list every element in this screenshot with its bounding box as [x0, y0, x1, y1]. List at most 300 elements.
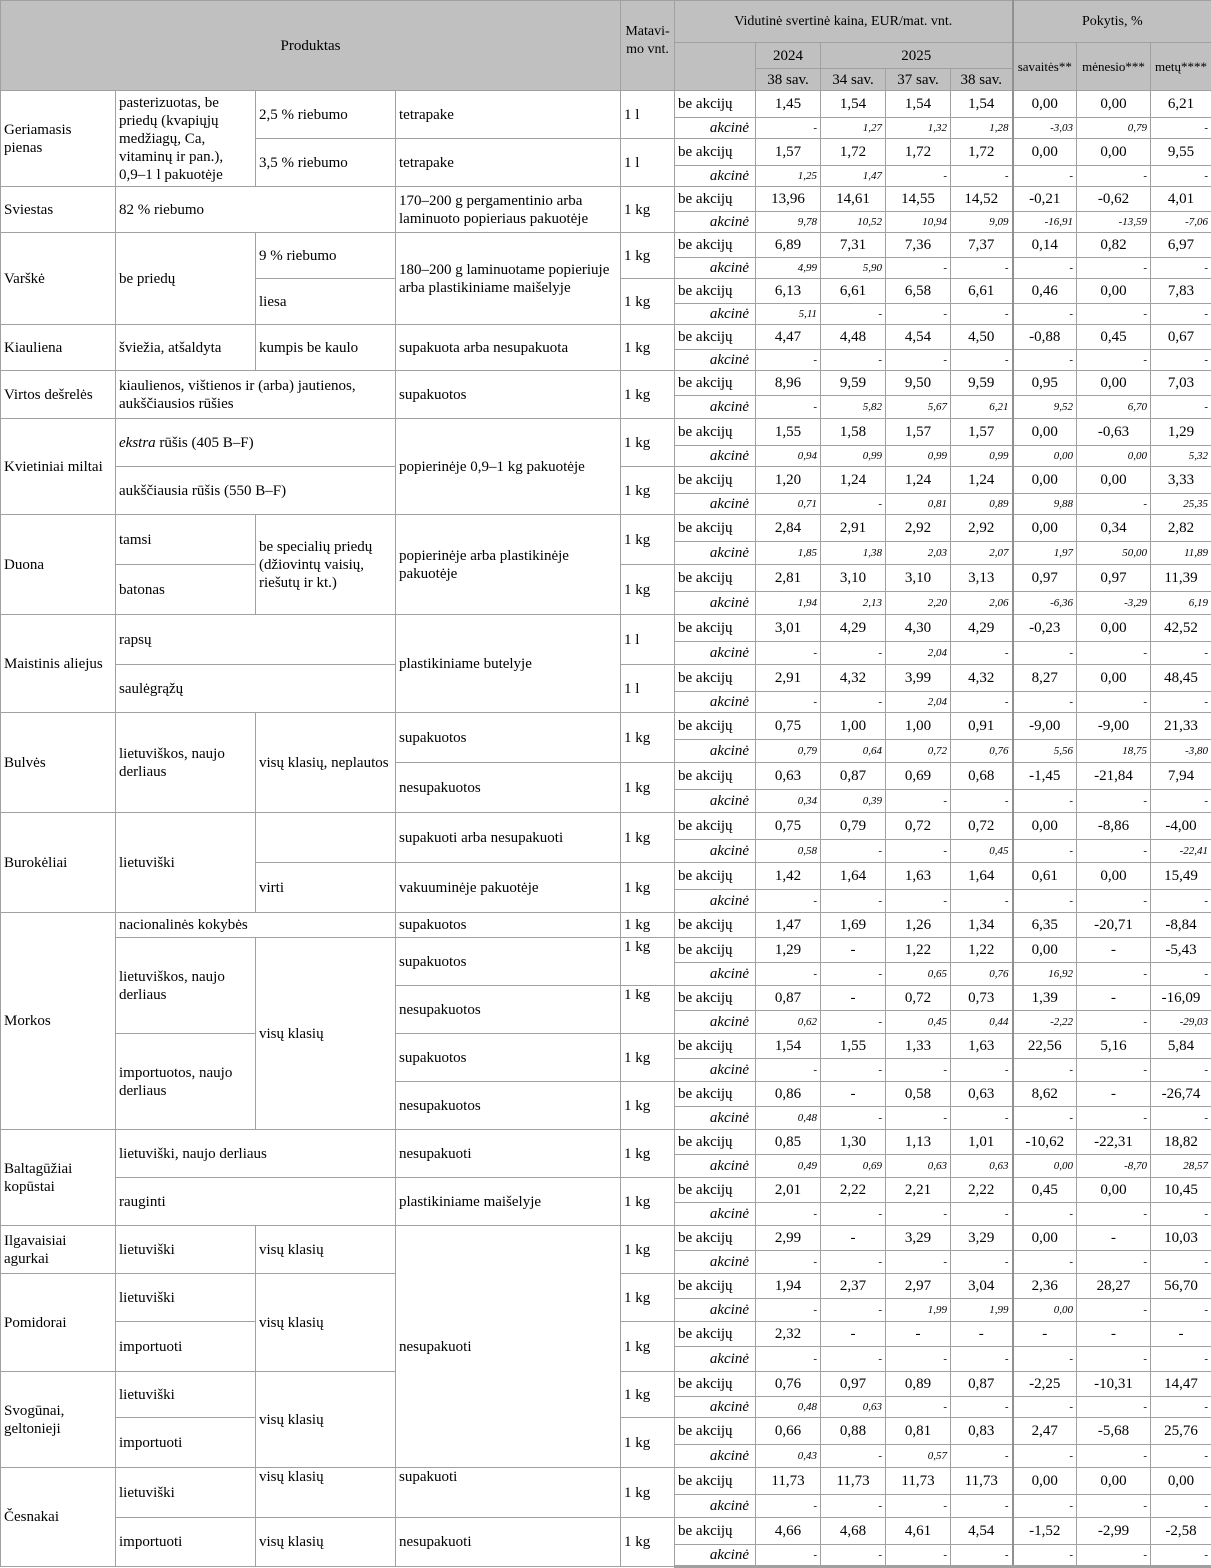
product-pack: nesupakuotos	[396, 763, 621, 813]
change-cell: -5,68	[1077, 1418, 1151, 1445]
change-cell: -1,45	[1013, 763, 1077, 790]
price-cell: 1,54	[756, 1034, 821, 1059]
product-name: Kvietiniai miltai	[1, 419, 116, 515]
row-label-be-akciju: be akcijų	[675, 325, 756, 350]
change-cell: 11,89	[1151, 542, 1211, 565]
change-cell: 6,19	[1151, 592, 1211, 615]
price-cell: -	[821, 1226, 886, 1251]
price-cell: 1,72	[821, 139, 886, 166]
change-cell: 0,00	[1013, 139, 1077, 166]
change-cell: -	[1151, 1397, 1211, 1418]
price-cell: 1,63	[886, 863, 951, 890]
price-cell: 1,47	[821, 166, 886, 187]
product-pack: tetrapake	[396, 91, 621, 139]
change-cell: 9,52	[1013, 396, 1077, 419]
change-cell: -	[1013, 1251, 1077, 1274]
price-cell: -	[886, 304, 951, 325]
change-cell: -6,36	[1013, 592, 1077, 615]
row-label-be-akciju: be akcijų	[675, 938, 756, 963]
product-unit: 1 kg	[621, 763, 675, 813]
change-cell: -	[1151, 1445, 1211, 1468]
product-variant: liesa	[256, 279, 396, 325]
change-cell: -	[1013, 840, 1077, 863]
price-cell: 5,82	[821, 396, 886, 419]
change-cell: 0,00	[1013, 938, 1077, 963]
price-cell: 1,42	[756, 863, 821, 890]
price-cell: -	[951, 1107, 1013, 1130]
price-cell: -	[821, 1082, 886, 1107]
row-label-be-akciju: be akcijų	[675, 565, 756, 592]
change-cell: -4,00	[1151, 813, 1211, 840]
price-cell: -	[886, 258, 951, 279]
price-cell: 0,58	[886, 1082, 951, 1107]
product-unit: 1 kg	[621, 713, 675, 763]
row-label-be-akciju: be akcijų	[675, 813, 756, 840]
change-cell: 16,92	[1013, 963, 1077, 986]
price-cell: 4,99	[756, 258, 821, 279]
change-cell: -	[1151, 1495, 1211, 1518]
header-menesio: mėnesio***	[1077, 43, 1151, 91]
price-cell: 1,64	[951, 863, 1013, 890]
price-cell: -	[886, 1107, 951, 1130]
row-label-be-akciju: be akcijų	[675, 279, 756, 304]
change-cell: -	[1013, 1322, 1077, 1347]
price-cell: -	[756, 1495, 821, 1518]
change-cell: -	[1077, 350, 1151, 371]
change-cell: 28,27	[1077, 1274, 1151, 1299]
change-cell: 25,35	[1151, 494, 1211, 515]
row-label-be-akciju: be akcijų	[675, 233, 756, 258]
product-unit: 1 kg	[621, 1418, 675, 1468]
row-label-akcine: akcinė	[675, 1299, 756, 1322]
change-cell: -0,21	[1013, 187, 1077, 212]
price-cell: -	[756, 1059, 821, 1082]
product-unit: 1 kg	[621, 1274, 675, 1322]
change-cell: 0,46	[1013, 279, 1077, 304]
price-cell: 2,92	[886, 515, 951, 542]
price-cell: 1,00	[886, 713, 951, 740]
change-cell: -29,03	[1151, 1011, 1211, 1034]
product-pack: supakuotos	[396, 913, 621, 938]
change-cell: -3,80	[1151, 740, 1211, 763]
change-cell: -2,25	[1013, 1372, 1077, 1397]
change-cell: -	[1013, 1107, 1077, 1130]
price-cell: 1,32	[886, 118, 951, 139]
change-cell: 0,00	[1077, 139, 1151, 166]
product-name: Duona	[1, 515, 116, 615]
product-desc: lietuviškos, naujo derliaus	[116, 938, 256, 1034]
price-cell: -	[886, 1322, 951, 1347]
row-label-be-akciju: be akcijų	[675, 187, 756, 212]
row-label-be-akciju: be akcijų	[675, 1226, 756, 1251]
change-cell: 9,55	[1151, 139, 1211, 166]
price-cell: -	[756, 692, 821, 713]
product-pack: 180–200 g laminuotame popieriuje arba plastikiniame maišelyje	[396, 233, 621, 325]
product-pack: 170–200 g pergamentinio arba laminuoto popieriaus pakuotėje	[396, 187, 621, 233]
change-cell: -0,23	[1013, 615, 1077, 642]
row-label-be-akciju: be akcijų	[675, 1418, 756, 1445]
price-cell: 3,10	[886, 565, 951, 592]
price-cell: 6,58	[886, 279, 951, 304]
row-label-akcine: akcinė	[675, 212, 756, 233]
change-cell: 0,00	[1013, 1226, 1077, 1251]
change-cell: 0,95	[1013, 371, 1077, 396]
change-cell: -	[1151, 1299, 1211, 1322]
price-cell: 2,32	[756, 1322, 821, 1347]
change-cell: 15,49	[1151, 863, 1211, 890]
row-label-be-akciju: be akcijų	[675, 139, 756, 166]
change-cell: 4,01	[1151, 187, 1211, 212]
product-name: Maistinis aliejus	[1, 615, 116, 713]
price-cell: 0,97	[821, 1372, 886, 1397]
change-cell: -3,29	[1077, 592, 1151, 615]
change-cell: 0,67	[1151, 325, 1211, 350]
price-cell: 0,89	[951, 494, 1013, 515]
header-pokytis: Pokytis, %	[1013, 1, 1211, 43]
price-cell: 0,63	[821, 1397, 886, 1418]
price-cell: 0,64	[821, 740, 886, 763]
row-label-be-akciju: be akcijų	[675, 1372, 756, 1397]
change-cell: 7,03	[1151, 371, 1211, 396]
change-cell: 0,00	[1151, 1468, 1211, 1495]
product-pack: supakuotos	[396, 371, 621, 419]
price-cell: 0,99	[821, 446, 886, 467]
price-cell: -	[821, 1322, 886, 1347]
change-cell: -	[1077, 840, 1151, 863]
price-cell: -	[951, 890, 1013, 913]
price-cell: 3,04	[951, 1274, 1013, 1299]
variant-rest: rūšis (405 B–F)	[155, 434, 254, 451]
price-cell: 0,63	[756, 763, 821, 790]
price-cell: 4,54	[886, 325, 951, 350]
price-cell: 1,94	[756, 592, 821, 615]
change-cell: 5,32	[1151, 446, 1211, 467]
price-cell: 1,72	[951, 139, 1013, 166]
product-variant: lietuviški	[116, 1468, 256, 1518]
price-cell: 3,10	[821, 565, 886, 592]
change-cell: -8,70	[1077, 1155, 1151, 1178]
header-year-2024: 2024	[756, 43, 821, 69]
price-cell: 4,54	[951, 1518, 1013, 1545]
row-label-akcine: akcinė	[675, 740, 756, 763]
change-cell: -	[1151, 1347, 1211, 1372]
product-name: Burokėliai	[1, 813, 116, 913]
price-cell: 1,45	[756, 91, 821, 118]
price-cell: 1,34	[951, 913, 1013, 938]
price-cell: 2,04	[886, 692, 951, 713]
product-pack: nesupakuoti	[396, 1518, 621, 1567]
price-cell: -	[756, 890, 821, 913]
row-label-akcine: akcinė	[675, 642, 756, 665]
price-cell: -	[821, 963, 886, 986]
price-cell: -	[951, 304, 1013, 325]
price-cell: 1,00	[821, 713, 886, 740]
change-cell: -	[1077, 642, 1151, 665]
price-cell: 1,55	[821, 1034, 886, 1059]
price-cell: 2,21	[886, 1178, 951, 1203]
price-cell: 1,54	[821, 91, 886, 118]
price-cell: 1,54	[951, 91, 1013, 118]
price-cell: 11,73	[886, 1468, 951, 1495]
price-cell: -	[756, 1203, 821, 1226]
price-cell: 0,69	[886, 763, 951, 790]
change-cell: -	[1077, 1226, 1151, 1251]
price-cell: 14,55	[886, 187, 951, 212]
price-cell: 5,11	[756, 304, 821, 325]
price-cell: 0,45	[886, 1011, 951, 1034]
price-cell: 1,29	[756, 938, 821, 963]
price-cell: -	[951, 1397, 1013, 1418]
product-name: Česnakai	[1, 1468, 116, 1567]
price-cell: 0,72	[951, 813, 1013, 840]
price-cell: 3,99	[886, 665, 951, 692]
product-unit: 1 kg	[621, 813, 675, 863]
price-cell: 0,86	[756, 1082, 821, 1107]
price-cell: 0,63	[886, 1155, 951, 1178]
price-cell: -	[821, 1445, 886, 1468]
product-unit: 1 kg	[621, 913, 675, 938]
price-cell: 0,87	[756, 986, 821, 1011]
price-cell: 2,22	[821, 1178, 886, 1203]
price-cell: 0,75	[756, 713, 821, 740]
price-cell: 1,25	[756, 166, 821, 187]
product-pack: plastikiniame maišelyje	[396, 1178, 621, 1226]
change-cell: -1,52	[1013, 1518, 1077, 1545]
price-cell: 0,83	[951, 1418, 1013, 1445]
row-label-be-akciju: be akcijų	[675, 467, 756, 494]
row-label-be-akciju: be akcijų	[675, 419, 756, 446]
change-cell: 2,47	[1013, 1418, 1077, 1445]
price-cell: 0,48	[756, 1397, 821, 1418]
price-cell: 0,69	[821, 1155, 886, 1178]
price-cell: -	[886, 1495, 951, 1518]
change-cell: -9,00	[1013, 713, 1077, 740]
price-cell: 1,22	[886, 938, 951, 963]
product-name: Geriamasis pienas	[1, 91, 116, 187]
product-variant: 3,5 % riebumo	[256, 139, 396, 187]
price-cell: -	[821, 938, 886, 963]
price-cell: -	[886, 1251, 951, 1274]
change-cell: -	[1077, 1347, 1151, 1372]
price-cell: 0,39	[821, 790, 886, 813]
price-cell: 13,96	[756, 187, 821, 212]
price-cell: 3,13	[951, 565, 1013, 592]
product-pack: supakuota arba nesupakuota	[396, 325, 621, 371]
row-label-akcine: akcinė	[675, 1059, 756, 1082]
change-cell: 0,00	[1077, 863, 1151, 890]
product-class: visų klasių	[256, 1372, 396, 1468]
price-cell: -	[951, 1495, 1013, 1518]
product-pack: supakuotos	[396, 938, 621, 986]
product-pack: supakuoti	[396, 1468, 621, 1518]
price-cell: 1,22	[951, 938, 1013, 963]
price-cell: 0,48	[756, 1107, 821, 1130]
change-cell: 25,76	[1151, 1418, 1211, 1445]
price-cell: -	[756, 118, 821, 139]
row-label-akcine: akcinė	[675, 258, 756, 279]
price-cell: 0,89	[886, 1372, 951, 1397]
row-label-be-akciju: be akcijų	[675, 1130, 756, 1155]
change-cell: 0,61	[1013, 863, 1077, 890]
price-cell: 0,34	[756, 790, 821, 813]
change-cell: 0,00	[1077, 665, 1151, 692]
price-cell: 2,06	[951, 592, 1013, 615]
product-variant: kumpis be kaulo	[256, 325, 396, 371]
price-cell: 1,57	[756, 139, 821, 166]
change-cell: -2,22	[1013, 1011, 1077, 1034]
change-cell: 0,00	[1077, 1468, 1151, 1495]
row-label-akcine: akcinė	[675, 692, 756, 713]
price-cell: 1,63	[951, 1034, 1013, 1059]
row-label-be-akciju: be akcijų	[675, 91, 756, 118]
price-cell: 0,91	[951, 713, 1013, 740]
row-label-akcine: akcinė	[675, 592, 756, 615]
row-label-be-akciju: be akcijų	[675, 615, 756, 642]
change-cell: -5,43	[1151, 938, 1211, 963]
product-unit: 1 kg	[621, 1518, 675, 1567]
product-desc: šviežia, atšaldyta	[116, 325, 256, 371]
change-cell: -	[1013, 1445, 1077, 1468]
price-cell: -	[886, 1059, 951, 1082]
row-label-be-akciju: be akcijų	[675, 1178, 756, 1203]
price-cell: 0,73	[951, 986, 1013, 1011]
product-desc: pasterizuotas, be priedų (kvapiųjų medžiagų, Ca, vitaminų ir pan.), 0,9–1 l pakuotėje	[116, 91, 256, 187]
row-label-be-akciju: be akcijų	[675, 986, 756, 1011]
price-cell: -	[821, 1545, 886, 1567]
change-cell: 0,14	[1013, 233, 1077, 258]
price-cell: -	[756, 642, 821, 665]
row-label-be-akciju: be akcijų	[675, 371, 756, 396]
row-label-akcine: akcinė	[675, 304, 756, 325]
header-savaites: savaitės**	[1013, 43, 1077, 91]
product-name: Sviestas	[1, 187, 116, 233]
price-cell: -	[756, 1251, 821, 1274]
change-cell: 5,16	[1077, 1034, 1151, 1059]
product-variant: rapsų	[116, 615, 396, 665]
product-unit: 1 l	[621, 139, 675, 187]
change-cell: -22,31	[1077, 1130, 1151, 1155]
price-cell: -	[951, 1347, 1013, 1372]
change-cell: 0,79	[1077, 118, 1151, 139]
product-unit: 1 kg	[621, 938, 675, 986]
product-unit: 1 kg	[621, 1034, 675, 1082]
price-cell: 3,01	[756, 615, 821, 642]
price-cell: 1,54	[886, 91, 951, 118]
change-cell: -	[1077, 1495, 1151, 1518]
change-cell: -	[1077, 986, 1151, 1011]
change-cell: -10,62	[1013, 1130, 1077, 1155]
header-week-34: 34 sav.	[821, 69, 886, 91]
product-unit: 1 kg	[621, 1082, 675, 1130]
price-cell: 2,99	[756, 1226, 821, 1251]
product-pack: vakuuminėje pakuotėje	[396, 863, 621, 913]
change-cell: -	[1151, 890, 1211, 913]
price-cell: 2,97	[886, 1274, 951, 1299]
product-unit: 1 kg	[621, 1468, 675, 1518]
price-cell: 0,72	[886, 813, 951, 840]
product-pack: supakuotos	[396, 713, 621, 763]
price-cell: 2,20	[886, 592, 951, 615]
price-cell: 2,81	[756, 565, 821, 592]
product-variant: importuoti	[116, 1418, 256, 1468]
price-cell: 7,31	[821, 233, 886, 258]
price-cell: 7,36	[886, 233, 951, 258]
price-cell: -	[756, 396, 821, 419]
change-cell: -	[1013, 642, 1077, 665]
change-cell: -	[1013, 1397, 1077, 1418]
price-cell: -	[756, 350, 821, 371]
change-cell: 50,00	[1077, 542, 1151, 565]
change-cell: -	[1013, 1545, 1077, 1567]
header-year-2025: 2025	[821, 43, 1013, 69]
change-cell: -	[1077, 494, 1151, 515]
product-unit: 1 kg	[621, 986, 675, 1034]
change-cell: 0,00	[1077, 91, 1151, 118]
price-cell: -	[951, 1545, 1013, 1567]
price-cell: -	[756, 1545, 821, 1567]
change-cell: 6,70	[1077, 396, 1151, 419]
product-unit: 1 kg	[621, 325, 675, 371]
change-cell: -	[1013, 1347, 1077, 1372]
price-cell: 4,61	[886, 1518, 951, 1545]
price-cell: 1,99	[951, 1299, 1013, 1322]
row-label-be-akciju: be akcijų	[675, 515, 756, 542]
product-unit: 1 kg	[621, 279, 675, 325]
header-produktas: Produktas	[1, 1, 621, 91]
product-name: Kiauliena	[1, 325, 116, 371]
price-cell: -	[886, 166, 951, 187]
product-desc: lietuviški	[116, 813, 256, 913]
price-cell: -	[821, 692, 886, 713]
product-name: Varškė	[1, 233, 116, 325]
price-cell: -	[951, 258, 1013, 279]
change-cell: -	[1151, 692, 1211, 713]
change-cell: -	[1151, 166, 1211, 187]
product-variant: lietuviški, naujo derliaus	[116, 1130, 396, 1178]
change-cell: -20,71	[1077, 913, 1151, 938]
row-label-akcine: akcinė	[675, 1251, 756, 1274]
price-cell: 0,81	[886, 494, 951, 515]
price-cell: -	[821, 304, 886, 325]
change-cell: 11,39	[1151, 565, 1211, 592]
change-cell: -	[1151, 1059, 1211, 1082]
header-kaina: Vidutinė svertinė kaina, EUR/mat. vnt.	[675, 1, 1013, 43]
price-cell: 7,37	[951, 233, 1013, 258]
price-cell: -	[821, 494, 886, 515]
price-cell: -	[756, 1299, 821, 1322]
price-cell: 0,79	[821, 813, 886, 840]
change-cell: -	[1013, 1059, 1077, 1082]
price-cell: -	[886, 1203, 951, 1226]
price-cell: 1,57	[951, 419, 1013, 446]
row-label-akcine: akcinė	[675, 840, 756, 863]
product-unit: 1 kg	[621, 467, 675, 515]
row-label-akcine: akcinė	[675, 350, 756, 371]
price-cell: 0,43	[756, 1445, 821, 1468]
row-label-akcine: akcinė	[675, 494, 756, 515]
product-variant: rauginti	[116, 1178, 396, 1226]
product-desc: importuotos, naujo derliaus	[116, 1034, 256, 1130]
change-cell: 0,00	[1077, 615, 1151, 642]
row-label-akcine: akcinė	[675, 446, 756, 467]
change-cell: 14,47	[1151, 1372, 1211, 1397]
row-label-akcine: akcinė	[675, 1107, 756, 1130]
price-cell: 1,24	[821, 467, 886, 494]
change-cell: 0,00	[1013, 813, 1077, 840]
price-cell: 1,69	[821, 913, 886, 938]
price-cell: 2,04	[886, 642, 951, 665]
product-class: visų klasių, neplautos	[256, 713, 396, 813]
